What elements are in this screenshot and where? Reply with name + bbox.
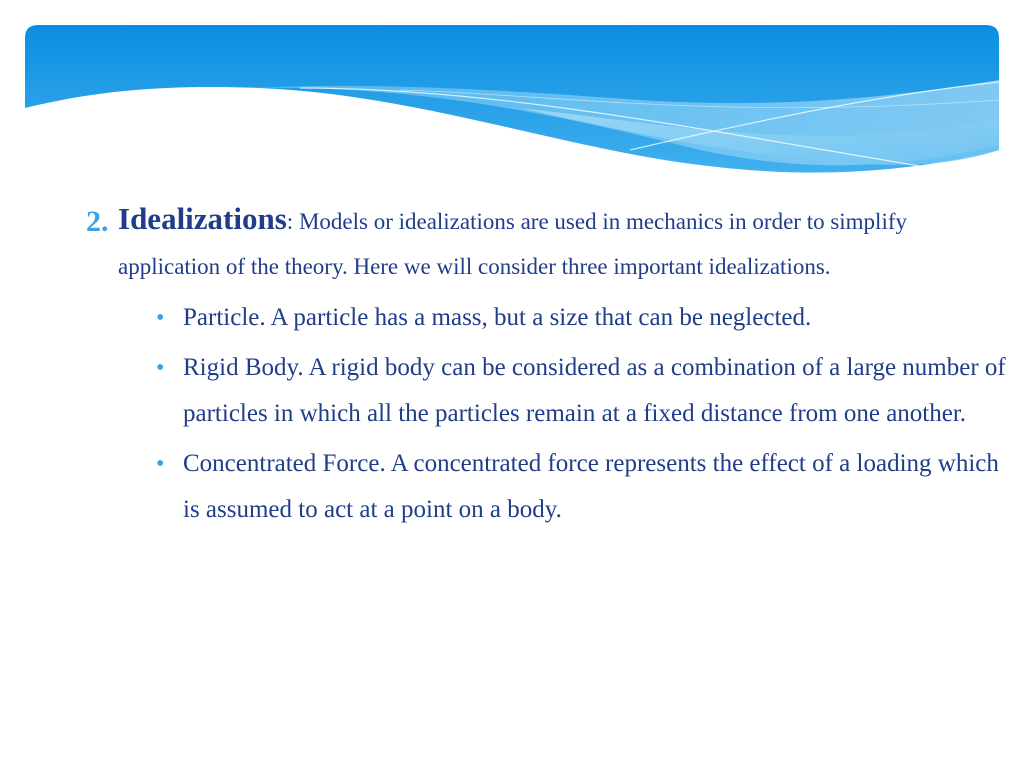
bullet-dot-icon: • (156, 305, 165, 331)
term-separator: : (286, 209, 294, 234)
wave-banner (0, 0, 1024, 200)
bullet-dot-icon: • (156, 355, 165, 381)
bullet-item-concentrated-force (156, 441, 1006, 533)
bullet-dot-icon: • (156, 451, 165, 477)
term-heading: Idealizations (118, 201, 287, 236)
numbered-item (86, 196, 1006, 289)
idealizations-paragraph (118, 196, 1006, 289)
bullet-list (86, 295, 1006, 533)
item-number: 2. (86, 205, 109, 238)
bullet-item-particle (156, 295, 1006, 341)
bullet-text: Particle. A particle has a mass, but a size that can be neglected. (183, 304, 812, 331)
paragraph-text: Models or idealizations are used in mechanics in order to simplify application of the theory. Here we will consider three important idealizations. (118, 209, 907, 279)
bullet-text: Concentrated Force. A concentrated force represents the effect of a loading which is assumed to act at a point on a body. (183, 450, 999, 523)
bullet-item-rigid-body (156, 345, 1006, 437)
slide-body (86, 196, 1006, 537)
bullet-text: Rigid Body. A rigid body can be considered as a combination of a large number of particles in which all the particles remain at a fixed distance from one another. (183, 354, 1006, 427)
